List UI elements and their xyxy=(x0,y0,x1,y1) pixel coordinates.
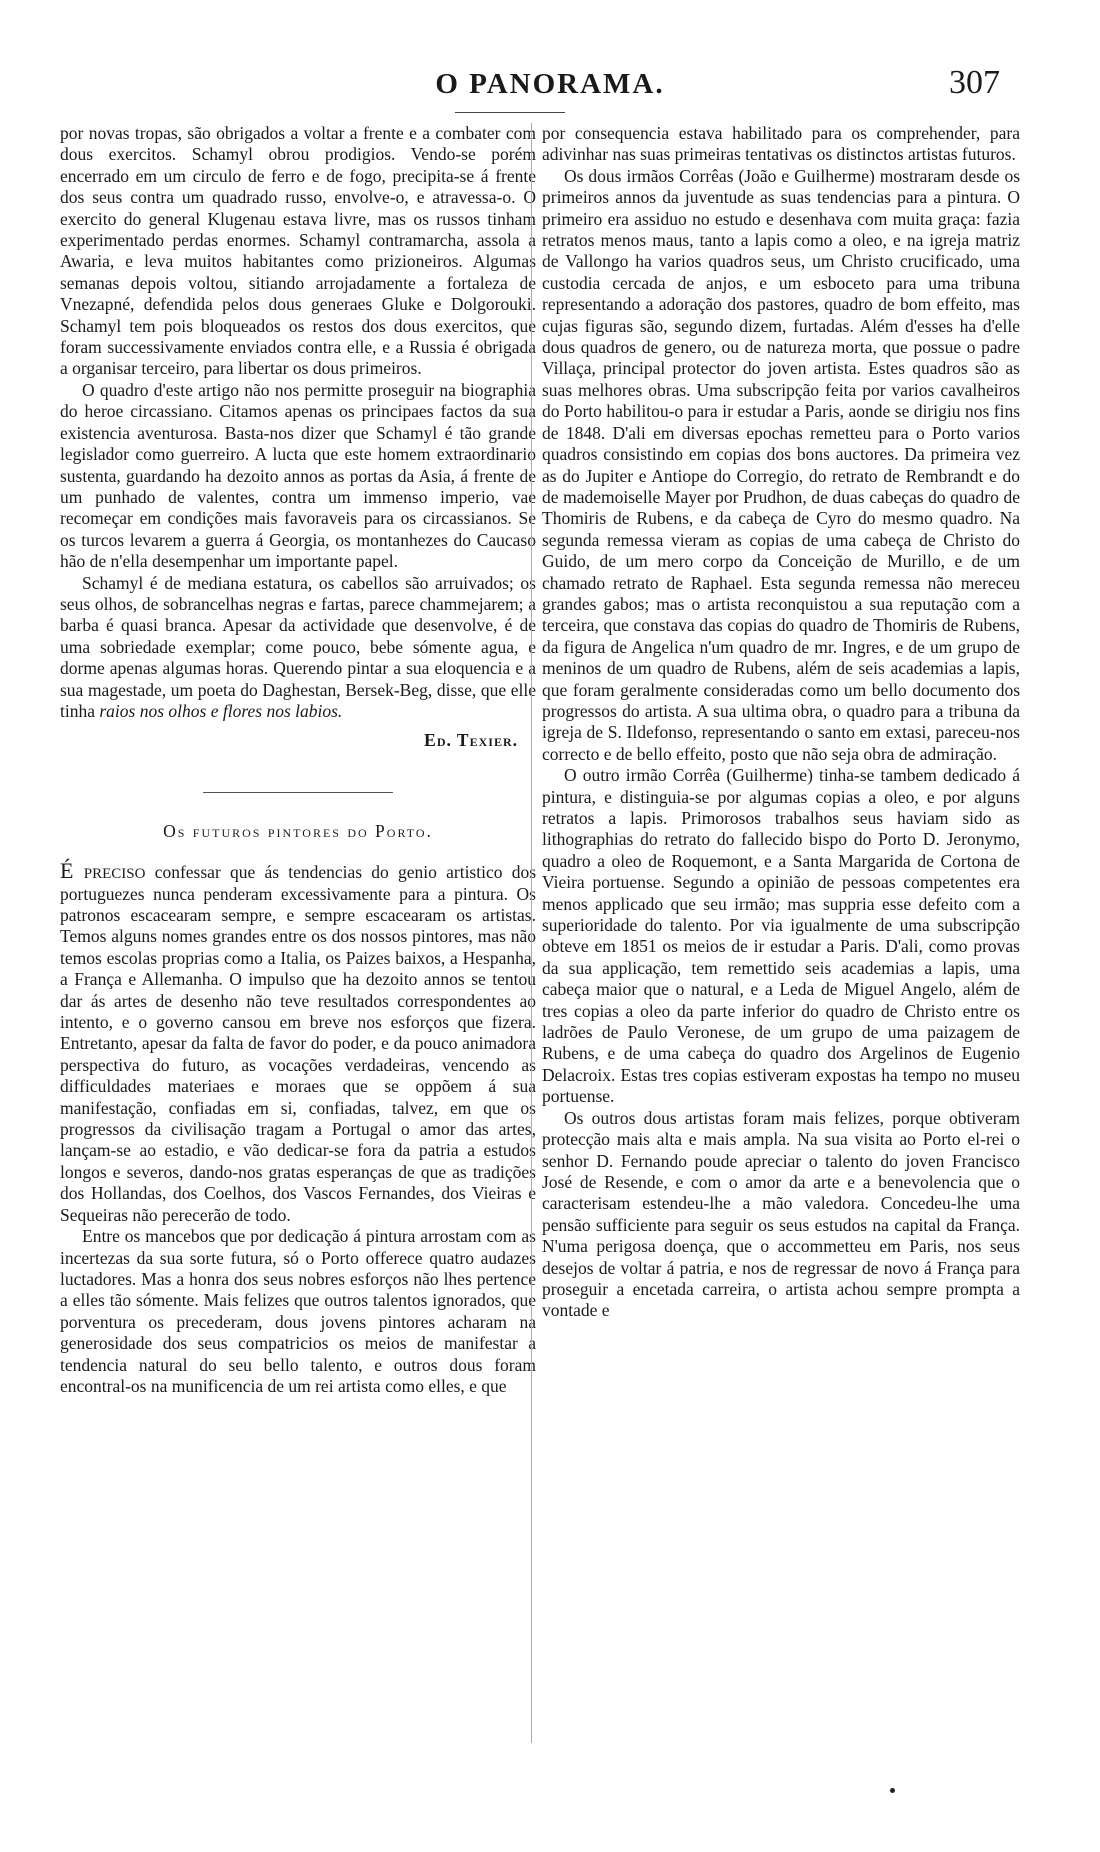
right-column xyxy=(542,123,1020,1322)
paragraph xyxy=(60,860,536,1226)
paragraph: Os outros dous artistas foram mais felizes, porque obtiveram protecção mais alta e mais ampla. Na sua visita ao Porto el-rei o senhor D. Fernando poude apreciar o talento do joven Francisco José de Resende, e com o amor da arte e a benevolencia que o caracterisam estendeu-lhe a mão valedora. Concedeu-lhe uma pensão sufficiente para seguir os seus estudos na capital da França. N'uma perigosa doença, que o accommetteu em Paris, nos seus desejos de voltar á patria, e nos de regressar de novo á França para proseguir a encetada carreira, o artista achou sempre prompta a vontade e xyxy=(542,1107,1020,1321)
column-divider xyxy=(531,123,532,1743)
paragraph xyxy=(60,573,536,723)
publication-title: O PANORAMA. xyxy=(435,68,665,100)
paragraph: por consequencia estava habilitado para os comprehender, para adivinhar nas suas primeiras tentativas os distinctos artistas futuros. xyxy=(542,123,1020,165)
article-signature: Ed. Texier. xyxy=(424,730,518,751)
section-divider xyxy=(203,792,393,793)
lead-words: É preciso xyxy=(60,858,146,884)
paragraph: O quadro d'este artigo não nos permitte proseguir na biographia do heroe circassiano. Citamos apenas os principaes factos da sua existencia aventurosa. Basta-nos dizer que Schamyl é tão grande legislador como guerreiro. A lucta que este homem extraordinario sustenta, guardando ha dezoito annos as portas da Asia, á frente de um punhado de valentes, contra um immenso imperio, vae recomeçar em condições mais favoraveis para os circassianos. Se os turcos levarem a guerra á Georgia, os montanhezes do Caucaso hão de n'ella desempenhar um importante papel. xyxy=(60,379,536,572)
section-heading: Os futuros pintores do Porto. xyxy=(163,820,433,841)
page-number: 307 xyxy=(949,64,1000,101)
paragraph: Os dous irmãos Corrêas (João e Guilherme) mostraram desde os primeiros annos da juventude as suas tendencias para a pintura. O primeiro era assiduo no estudo e desenhava com muita graça: fazia retratos menos maus, tanto a lapis como a oleo, e na igreja matriz de Vallongo ha varios quadros seus, um Christo crucificado, uma custodia cercada de anjos, e um esboceto para uma tribuna representando a adoração dos pastores, quadro de bom effeito, mas cujas figuras são, segundo dizem, furtadas. Além d'esses ha d'elle dous quadros de genero, ou de natureza morta, que possue o padre Villaça, principal protector do joven artista. Estes quadros são as suas melhores obras. Uma subscripção feita por varios cavalheiros do Porto habilitou-o para ir estudar a Paris, aonde se dirigiu nos fins de 1848. D'ali em diversas epochas remetteu para o Porto varios quadros consistindo em copias dos bons auctores. Da primeira vez as do Jupiter e Antiope do Corregio, do retrato de Rembrandt e do de mademoiselle Mayer por Prudhon, de duas cabeças do quadro de Thomiris de Rubens, e da cabeça de Cyro do mesmo quadro. Na segunda remessa vieram as copias de uma cabeça de Christo do Guido, de um mero corpo da Conceição de Murillo, e de um chamado retrato de Raphael. Esta segunda remessa não mereceu grandes gabos; mas o artista reconquistou a sua reputação com a terceira, que constava das copias do quadro de Thomiris de Rubens, da figura de Angelica n'um quadro de mr. Ingres, e de um grupo de meninos de um quadro de Rubens, além de seis academias a lapis, que foram geralmente consideradas como um bello documento dos progressos do artista. A sua ultima obra, o quadro para a tribuna da igreja de S. Ildefonso, representando o santo em extasi, pareceu-nos correcto e de bello effeito, posto que não seja obra de admiração. xyxy=(542,165,1020,764)
paragraph: por novas tropas, são obrigados a voltar a frente e a combater com dous exercitos. Schamyl obrou prodigios. Vendo-se porém encerrado em um circulo de ferro e de fogo, precipita-se á frente dos seus contra um quadrado russo, envolve-o, e atravessa-o. O exercito do general Klugenau estava livre, mas os russos tinham experimentado perdas enormes. Schamyl contramarcha, assola a Awaria, e leva muitos habitantes como prizioneiros. Algumas semanas depois voltou, sitiando arrojadamente a fortaleza de Vnezapné, defendida pelos dous generaes Gluke e Dolgorouki. Schamyl tem pois bloqueados os restos dos dous exercitos, que foram successivamente enviados contra elle, e a Russia é obrigada a organisar terceiro, para libertar os dous primeiros. xyxy=(60,123,536,379)
paragraph: O outro irmão Corrêa (Guilherme) tinha-se tambem dedicado á pintura, e distinguia-se por algumas copias a oleo, e por alguns retratos a lapis. Primorosos trabalhos seus haviam sido as lithographias do retrato do fallecido bispo do Porto D. Jeronymo, quadro a oleo de Roquemont, e a Santa Margarida de Cortona de Vieira portuense. Segundo a opinião de pessoas competentes era menos applicado que seu irmão; mas suppria esse defeito com a superioridade do talento. Por via igualmente de uma subscripção obteve em 1851 os meios de ir estudar a Paris. D'ali, como provas da sua applicação, tem remettido seis academias a lapis, uma cabeça maior que o natural, e a Leda de Miguel Angelo, além de tres copias a oleo da parte inferior do quadro de Christo entre os ladrões de Paulo Veronese, de um grupo de uma paizagem de Rubens, e de uma cabeça do quadro dos Argelinos de Eugenio Delacroix. Estas tres copias estiveram expostas ha tempo no museu portuense. xyxy=(542,765,1020,1107)
page-header xyxy=(0,66,1100,116)
paragraph-text: confessar que ás tendencias do genio artistico dos portuguezes nunca penderam excessivamente para a pintura. Os patronos escacearam sempre, e sempre escacearam os artistas. Temos alguns nomes grandes entre os dos nossos pintores, mas não temos escolas proprias como a Italia, os Paizes baixos, a Hespanha, a França e Allemanha. O impulso que ha dezoito annos se tentou dar ás artes de desenho não teve resultados correspondentes ao intento, e o governo cansou em breve nos esforços que fizera. Entretanto, apesar da falta de favor do poder, e da pouco animadora perspectiva do futuro, as vocações verdadeiras, vencendo as difficuldades materiaes e moraes que se oppõem á sua manifestação, confiadas em si, confiadas, talvez, em que os progressos da civilisação tragam a Portugal o amor das artes, lançam-se ao estadio, e vão dedicar-se fora da patria a estudos longos e severos, dando-nos gratas esperanças de que as tradições dos Hollandas, dos Coelhos, dos Vascos Fernandes, dos Vieiras e Sequeiras não perecerão de todo. xyxy=(60,862,537,1225)
left-column xyxy=(60,123,536,1397)
paragraph: Entre os mancebos que por dedicação á pintura arrostam com as incertezas da sua sorte futura, só o Porto offerece quatro audazes luctadores. Mas a honra dos seus nobres esforços não lhes pertence a elles tão sómente. Mais felizes que outros talentos ignorados, que porventura os precederam, dous jovens pintores acharam na generosidade dos seus compatricios os meios de manifestar a tendencia natural do seu bello talento, e outros dous foram encontral-os na munificencia de um rei artista como elles, e que xyxy=(60,1226,536,1396)
header-rule xyxy=(455,112,565,113)
italic-quote: raios nos olhos e flores nos labios. xyxy=(99,700,343,721)
paragraph-text: Schamyl é de mediana estatura, os cabellos são arruivados; os seus olhos, de sobrancelhas negras e fartas, parece chammejarem; a barba é quasi branca. Apesar da actividade que desenvolve, é de uma sobriedade exemplar; come pouco, bebe sómente agua, e dorme apenas algumas horas. Querendo pintar a sua eloquencia e a sua magestade, um poeta do Daghestan, Bersek-Beg, disse, que elle tinha xyxy=(60,572,536,721)
footer-mark xyxy=(890,1788,895,1793)
